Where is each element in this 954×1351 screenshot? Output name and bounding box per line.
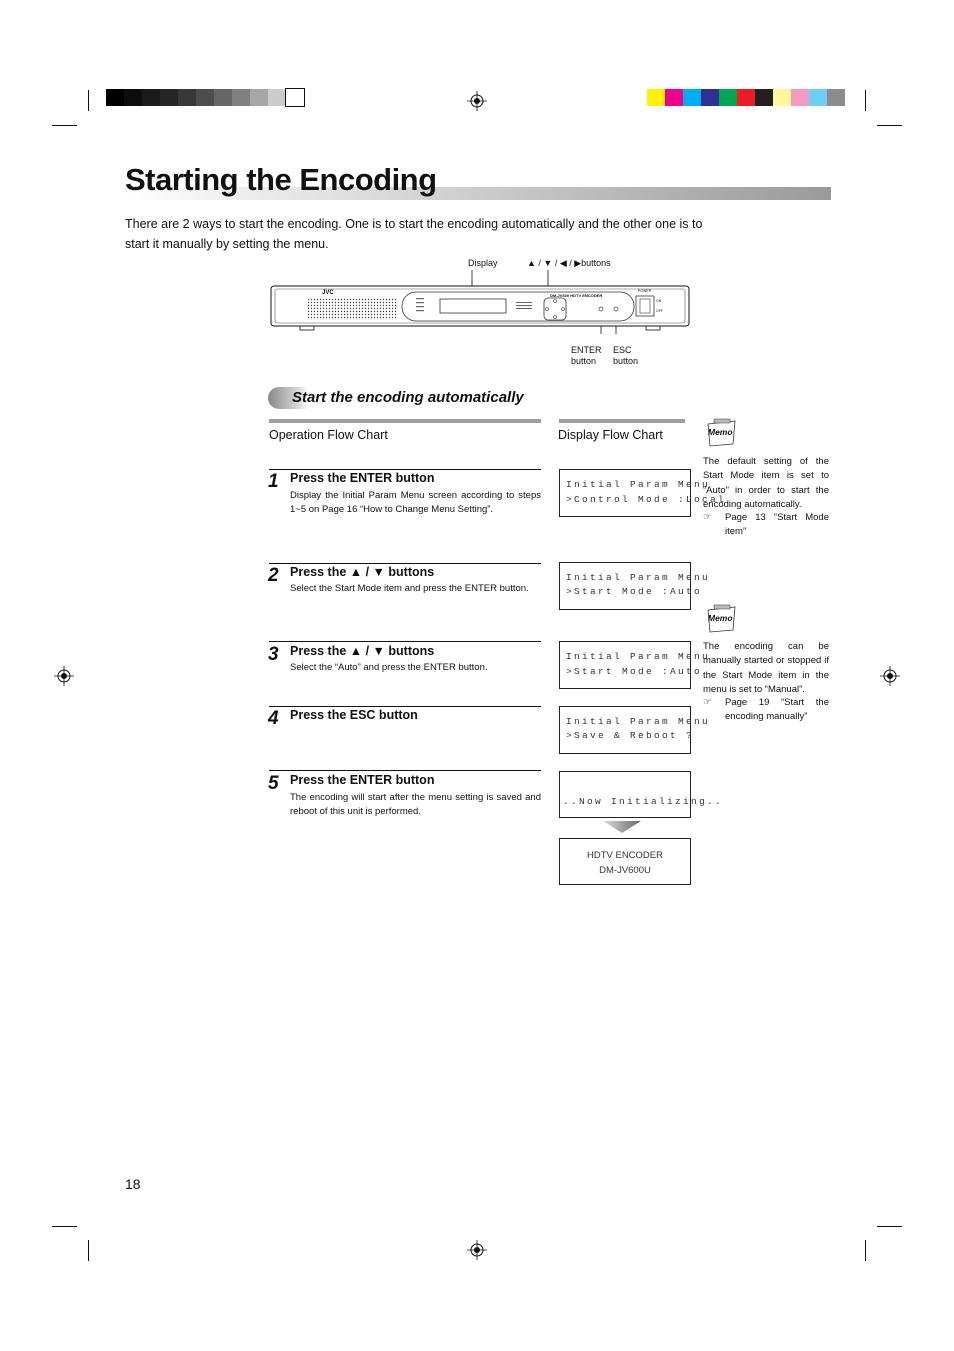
device-off-label: OFF	[656, 309, 663, 313]
memo-1-reference	[703, 511, 829, 541]
page-number: 18	[125, 1176, 141, 1192]
lcd-line: >Save & Reboot ?	[566, 730, 695, 741]
operation-flow-label: Operation Flow Chart	[269, 428, 388, 442]
color-swatch	[647, 89, 665, 106]
step-description: The encoding will start after the menu setting is saved and reboot of this unit is performed.	[290, 792, 541, 817]
device-front-panel	[268, 268, 694, 334]
color-swatch	[250, 89, 268, 106]
device-model-label: DM-JV600 HDTV ENCODER	[550, 293, 603, 298]
step-number: 1	[268, 471, 279, 492]
registration-mark-bottom-icon	[467, 1240, 487, 1260]
color-swatch	[106, 89, 124, 106]
memo-1-reference-text: Page 13 “Start Mode item”	[725, 512, 829, 538]
step-title: Press the ▲ / ▼ buttons	[290, 644, 435, 658]
step-description: Select the Start Mode item and press the ENTER button.	[290, 583, 529, 594]
lcd-display-2	[559, 562, 711, 610]
section-heading-text: Start the encoding automatically	[292, 389, 524, 406]
step-title: Press the ESC button	[290, 708, 418, 722]
display-flow-label: Display Flow Chart	[558, 428, 663, 442]
step-title: Press the ENTER button	[290, 773, 435, 787]
page-reference-icon: ☞	[703, 512, 712, 523]
color-swatch	[791, 89, 809, 106]
lcd-display-5	[559, 771, 724, 818]
callout-esc-button	[613, 345, 638, 367]
step-description: Display the Initial Param Menu screen according to steps 1~5 on Page 16 “How to Change Menu Setting”.	[290, 490, 541, 515]
color-swatch	[809, 89, 827, 106]
callout-enter-line2: button	[571, 356, 597, 366]
color-swatch	[124, 89, 142, 106]
step-number: 2	[268, 565, 279, 586]
lcd-line: Initial Param Menu	[566, 716, 711, 727]
color-swatch	[773, 89, 791, 106]
color-swatch	[737, 89, 755, 106]
page-reference-icon: ☞	[703, 697, 712, 708]
lcd-line: DM-JV600U	[599, 865, 651, 876]
flow-arrow-down-icon	[603, 821, 641, 833]
lcd-line: HDTV ENCODER	[586, 850, 663, 861]
intro-paragraph: There are 2 ways to start the encoding. One is to start the encoding automatically and the other one is to start it manually by setting the menu.	[125, 217, 703, 251]
lcd-display-3	[559, 641, 711, 689]
device-power-label: POWER	[638, 289, 652, 293]
color-swatch	[683, 89, 701, 106]
lcd-display-1	[559, 469, 727, 517]
color-swatch	[214, 89, 232, 106]
memo-1-label: Memo	[708, 427, 733, 437]
lcd-line: >Start Mode :Auto	[566, 666, 703, 677]
memo-2-label: Memo	[708, 613, 733, 623]
memo-2-reference-text: Page 19 “Start the encoding manually”	[725, 697, 829, 723]
color-swatch	[286, 89, 304, 106]
callout-esc-line1: ESC	[613, 345, 632, 355]
lcd-display-4	[559, 706, 711, 754]
color-swatch	[665, 89, 683, 106]
color-swatch	[160, 89, 178, 106]
color-swatch	[232, 89, 250, 106]
callout-arrow-buttons: ▲ / ▼ / ◀ / ▶buttons	[527, 258, 611, 268]
device-brand-logo: JVC	[322, 290, 334, 296]
callout-enter-button	[571, 345, 602, 367]
callout-enter-line1: ENTER	[571, 345, 602, 355]
color-swatch	[719, 89, 737, 106]
memo-2-reference	[703, 696, 829, 726]
color-swatch	[196, 89, 214, 106]
color-swatch	[701, 89, 719, 106]
section-heading	[268, 385, 568, 411]
step-number: 4	[268, 708, 279, 729]
registration-mark-right-icon	[880, 666, 900, 686]
color-swatch	[827, 89, 845, 106]
callout-esc-line2: button	[613, 356, 639, 366]
device-on-label: ON	[656, 299, 662, 303]
callout-display: Display	[468, 258, 498, 268]
lcd-line: >Control Mode :Local	[566, 494, 727, 505]
step-number: 3	[268, 644, 279, 665]
lcd-line: ..Now Initializing..	[563, 796, 724, 807]
page-title: Starting the Encoding	[125, 162, 437, 197]
registration-mark-top-icon	[467, 91, 487, 111]
lcd-line: >Start Mode :Auto	[566, 586, 703, 597]
memo-2-text: The encoding can be manually started or stopped if the Start Mode item in the menu is set to “Manual”.	[703, 641, 829, 695]
step-title: Press the ▲ / ▼ buttons	[290, 565, 435, 579]
lcd-line: Initial Param Menu	[566, 651, 711, 662]
color-swatch	[268, 89, 286, 106]
color-swatch	[178, 89, 196, 106]
operation-flow-bar	[269, 419, 541, 423]
step-title: Press the ENTER button	[290, 471, 435, 485]
color-swatch	[755, 89, 773, 106]
lcd-line: Initial Param Menu	[566, 572, 711, 583]
memo-1-text: The default setting of the Start Mode item is set to “Auto” in order to start the encoding automatically.	[703, 456, 829, 510]
color-swatch	[142, 89, 160, 106]
step-description: Select the “Auto” and press the ENTER button.	[290, 662, 488, 673]
step-number: 5	[268, 773, 279, 794]
display-flow-bar	[559, 419, 685, 423]
lcd-line: Initial Param Menu	[566, 479, 711, 490]
registration-mark-left-icon	[54, 666, 74, 686]
lcd-display-6	[559, 838, 691, 885]
